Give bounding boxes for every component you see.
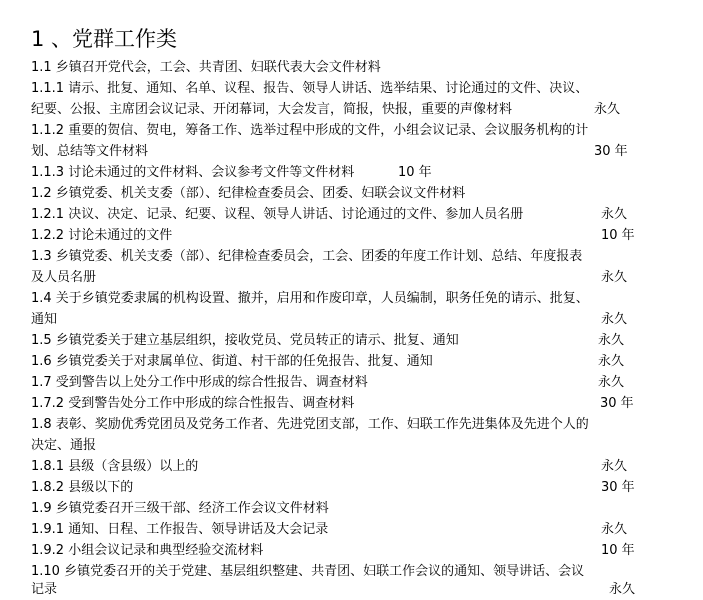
item-text: 1.8.2 县级以下的 bbox=[31, 480, 134, 495]
item-text: 1.1.3 讨论未通过的文件材料、会议参考文件等文件材料 bbox=[31, 165, 355, 180]
item-text: 1.3 乡镇党委、机关支委（部）、纪律检查委员会，工会、团委的年度工作计划、总结、年度报表 bbox=[31, 249, 583, 264]
item-text: 1.9 乡镇党委召开三级干部、经济工作会议文件材料 bbox=[31, 501, 329, 516]
item-text: 通知 bbox=[31, 312, 58, 327]
item-text: 1.6 乡镇党委关于对隶属单位、街道、村干部的任免报告、批复、通知 bbox=[31, 354, 433, 369]
section-title: 1 、党群工作类 bbox=[31, 27, 178, 51]
item-text: 划、总结等文件材料 bbox=[31, 144, 149, 159]
item-text: 决定、通报 bbox=[31, 438, 97, 453]
retention-period: 永久 bbox=[594, 102, 621, 117]
retention-period: 永久 bbox=[601, 459, 628, 474]
retention-period: 永久 bbox=[598, 333, 625, 348]
item-text: 1.1 乡镇召开党代会，工会、共青团、妇联代表大会文件材料 bbox=[31, 60, 381, 75]
item-text: 1.7 受到警告以上处分工作中形成的综合性报告、调查材料 bbox=[31, 375, 368, 390]
item-text: 及人员名册 bbox=[31, 270, 97, 285]
retention-period: 永久 bbox=[598, 375, 625, 390]
item-text: 1.5 乡镇党委关于建立基层组织，接收党员、党员转正的请示、批复、通知 bbox=[31, 333, 459, 348]
retention-period: 永久 bbox=[601, 207, 628, 222]
retention-period: 10 年 bbox=[398, 165, 432, 180]
item-text: 1.9.2 小组会议记录和典型经验交流材料 bbox=[31, 543, 264, 558]
retention-period: 10 年 bbox=[601, 543, 635, 558]
item-text: 1.7.2 受到警告处分工作中形成的综合性报告、调查材料 bbox=[31, 396, 355, 411]
item-text: 1.8 表彰、奖励优秀党团员及党务工作者、先进党团支部，工作、妇联工作先进集体及先进个人的 bbox=[31, 417, 589, 432]
item-text: 记录 bbox=[31, 582, 58, 597]
item-text: 1.2.2 讨论未通过的文件 bbox=[31, 228, 173, 243]
retention-period: 永久 bbox=[598, 354, 625, 369]
retention-period: 永久 bbox=[601, 270, 628, 285]
retention-period: 10 年 bbox=[601, 228, 635, 243]
item-text: 1.1.2 重要的贺信、贺电，筹备工作、选举过程中形成的文件，小组会议记录、会议服务机构的计 bbox=[31, 123, 589, 138]
item-text: 纪要、公报、主席团会议记录、开闭幕词，大会发言，简报，快报，重要的声像材料 bbox=[31, 102, 513, 117]
item-text: 1.10 乡镇党委召开的关于党建、基层组织整建、共青团、妇联工作会议的通知、领导讲话、会议 bbox=[31, 564, 585, 579]
retention-period: 永久 bbox=[601, 312, 628, 327]
retention-period: 永久 bbox=[601, 522, 628, 537]
retention-period: 30 年 bbox=[600, 396, 634, 411]
item-text: 1.2 乡镇党委、机关支委（部）、纪律检查委员会、团委、妇联会议文件材料 bbox=[31, 186, 466, 201]
item-text: 1.9.1 通知、日程、工作报告、领导讲话及大会记录 bbox=[31, 522, 329, 537]
item-text: 1.2.1 决议、决定、记录、纪要、议程、领导人讲话、讨论通过的文件、参加人员名册 bbox=[31, 207, 524, 222]
retention-period: 30 年 bbox=[594, 144, 628, 159]
retention-period: 30 年 bbox=[601, 480, 635, 495]
retention-period: 永久 bbox=[609, 582, 636, 597]
item-text: 1.4 关于乡镇党委隶属的机构设置、撤并，启用和作废印章，人员编制，职务任免的请示、批复、 bbox=[31, 291, 589, 306]
item-text: 1.8.1 县级（含县级）以上的 bbox=[31, 459, 199, 474]
item-text: 1.1.1 请示、批复、通知、名单、议程、报告、领导人讲话、选举结果、讨论通过的文件、决议、 bbox=[31, 81, 589, 96]
